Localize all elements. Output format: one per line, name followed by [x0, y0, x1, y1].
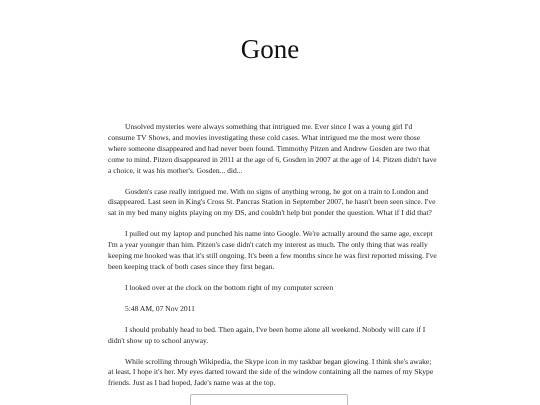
paragraph-6: I should probably head to bed. Then again, I've been home alone all weekend. Nobody will care if I didn't show up to school anyway. — [108, 324, 426, 345]
story-body — [108, 122, 438, 399]
paragraph-2: Gosden's case really intrigued me. With no signs of anything wrong, he got on a train to London and disappeared. Last seen in King's Cross St. Pancras Station in September 2007, he hasn't been seen since. I've sat in my bed many nights playing on my DS, and couldn't help but ponder the question. What if I did that? — [108, 186, 436, 218]
paragraph-3: I pulled out my laptop and punched his name into Google. We're actually around the same age, except I'm a year younger than him. Pitzen's case didn't catch my interest as much. The only thing that was really keeping me hooked was that it's still ongoing. It's been a few months since he was first reported missing. I've been keeping track of both cases since they first began. — [108, 229, 437, 271]
embedded-box — [190, 394, 348, 405]
paragraph-1: Unsolved mysteries were always something that intrigued me. Ever since I was a young girl I'd consume TV Shows, and movies investigating these cold cases. What intrigued me the most were those where someone disappeared and had never been found. Timmothy Pitzen and Andrew Gosden are two that come to mind. Pitzen disappeared in 2011 at the age of 6, Gosden in 2007 at the age of 14. Pitzen didn't have a choice, it was his mother's. Gosden... did... — [108, 122, 437, 175]
paragraph-4: I looked over at the clock on the bottom right of my computer screen — [125, 282, 334, 292]
timestamp-line: 5:48 AM, 07 Nov 2011 — [125, 303, 195, 313]
paragraph-7: While scrolling through Wikipedia, the Skype icon in my taskbar began glowing. I think she's awake; at least, I hope it's her. My eyes darted toward the side of the window containing all the names of my Skype friends. Just as I had hoped, Jade's name was at the top. — [108, 356, 434, 388]
page-title: Gone — [240, 34, 300, 64]
